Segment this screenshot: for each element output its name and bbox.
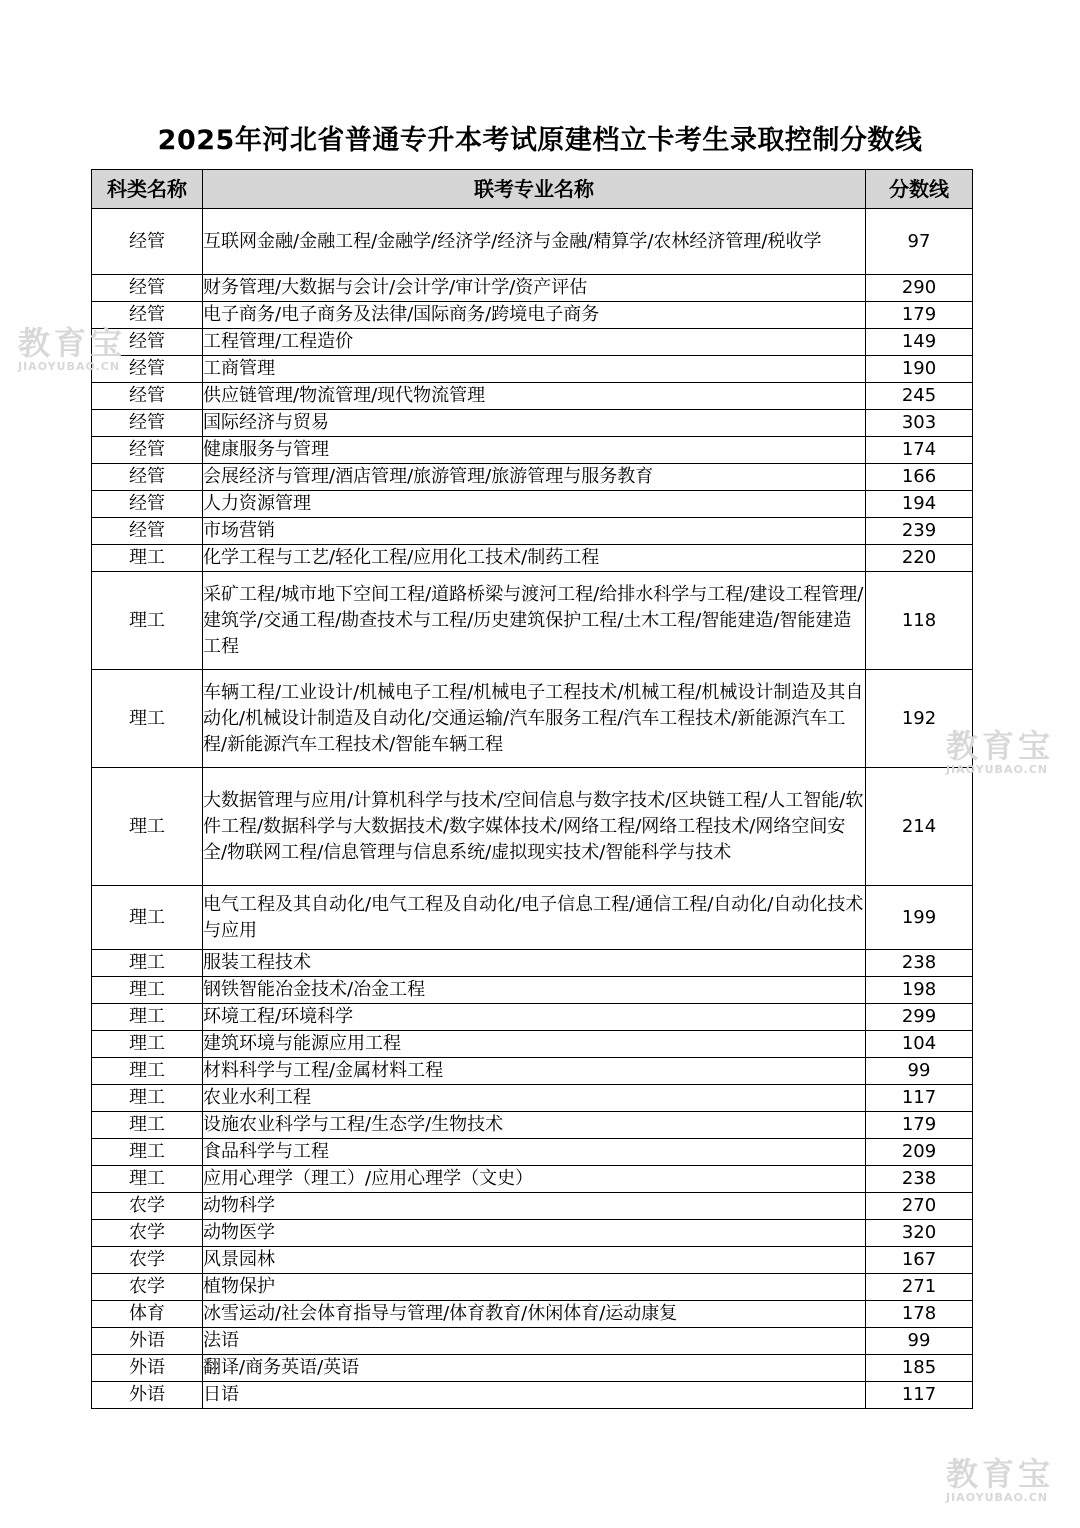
- score-cell: 97: [866, 209, 973, 275]
- majors-cell: 会展经济与管理/酒店管理/旅游管理/旅游管理与服务教育: [203, 464, 866, 491]
- majors-cell: 钢铁智能冶金技术/冶金工程: [203, 977, 866, 1004]
- table-row: [92, 383, 973, 410]
- category-cell: 经管: [92, 356, 203, 383]
- majors-cell: 电子商务/电子商务及法律/国际商务/跨境电子商务: [203, 302, 866, 329]
- table-row: [92, 464, 973, 491]
- table-row: [92, 329, 973, 356]
- score-cell: 149: [866, 329, 973, 356]
- watermark-right: [946, 727, 1055, 776]
- table-row: [92, 1382, 973, 1409]
- majors-cell: 日语: [203, 1382, 866, 1409]
- category-cell: 理工: [92, 950, 203, 977]
- category-cell: 经管: [92, 329, 203, 356]
- table-row: [92, 356, 973, 383]
- score-cell: 290: [866, 275, 973, 302]
- majors-cell: 环境工程/环境科学: [203, 1004, 866, 1031]
- category-cell: 经管: [92, 410, 203, 437]
- watermark-left: [18, 324, 127, 373]
- table-row: [92, 950, 973, 977]
- score-cell: 117: [866, 1085, 973, 1112]
- score-cell: 209: [866, 1139, 973, 1166]
- table-row: [92, 410, 973, 437]
- majors-cell: 动物医学: [203, 1220, 866, 1247]
- watermark-text: 教育宝: [946, 1455, 1055, 1493]
- majors-cell: 设施农业科学与工程/生态学/生物技术: [203, 1112, 866, 1139]
- majors-cell: 国际经济与贸易: [203, 410, 866, 437]
- table-row: [92, 1355, 973, 1382]
- score-cell: 245: [866, 383, 973, 410]
- majors-cell: 法语: [203, 1328, 866, 1355]
- majors-cell: 人力资源管理: [203, 491, 866, 518]
- majors-cell: 动物科学: [203, 1193, 866, 1220]
- category-cell: 理工: [92, 1139, 203, 1166]
- category-cell: 理工: [92, 768, 203, 886]
- score-cell: 320: [866, 1220, 973, 1247]
- score-cell: 99: [866, 1328, 973, 1355]
- table-row: [92, 1247, 973, 1274]
- category-cell: 外语: [92, 1382, 203, 1409]
- category-cell: 农学: [92, 1220, 203, 1247]
- majors-cell: 化学工程与工艺/轻化工程/应用化工技术/制药工程: [203, 545, 866, 572]
- table-row: [92, 670, 973, 768]
- category-cell: 外语: [92, 1328, 203, 1355]
- score-cell: 167: [866, 1247, 973, 1274]
- score-cell: 192: [866, 670, 973, 768]
- majors-cell: 建筑环境与能源应用工程: [203, 1031, 866, 1058]
- header-score: 分数线: [866, 170, 973, 209]
- category-cell: 经管: [92, 491, 203, 518]
- score-cell: 199: [866, 886, 973, 950]
- score-cell: 238: [866, 1166, 973, 1193]
- majors-cell: 风景园林: [203, 1247, 866, 1274]
- score-cell: 239: [866, 518, 973, 545]
- header-category: 科类名称: [92, 170, 203, 209]
- category-cell: 农学: [92, 1274, 203, 1301]
- score-cell: 179: [866, 1112, 973, 1139]
- category-cell: 经管: [92, 383, 203, 410]
- category-cell: 经管: [92, 275, 203, 302]
- table-row: [92, 768, 973, 886]
- majors-cell: 冰雪运动/社会体育指导与管理/体育教育/休闲体育/运动康复: [203, 1301, 866, 1328]
- table-row: [92, 1301, 973, 1328]
- category-cell: 理工: [92, 572, 203, 670]
- majors-cell: 电气工程及其自动化/电气工程及自动化/电子信息工程/通信工程/自动化/自动化技术与应用: [203, 886, 866, 950]
- table-row: [92, 1139, 973, 1166]
- category-cell: 经管: [92, 464, 203, 491]
- category-cell: 理工: [92, 1058, 203, 1085]
- category-cell: 理工: [92, 886, 203, 950]
- category-cell: 理工: [92, 670, 203, 768]
- majors-cell: 工程管理/工程造价: [203, 329, 866, 356]
- table-row: [92, 977, 973, 1004]
- watermark-text: 教育宝: [946, 727, 1055, 765]
- table-row: [92, 275, 973, 302]
- majors-cell: 互联网金融/金融工程/金融学/经济学/经济与金融/精算学/农林经济管理/税收学: [203, 209, 866, 275]
- table-row: [92, 1328, 973, 1355]
- table-row: [92, 886, 973, 950]
- score-table: [91, 169, 973, 1409]
- majors-cell: 应用心理学（理工）/应用心理学（文史）: [203, 1166, 866, 1193]
- category-cell: 理工: [92, 1112, 203, 1139]
- score-cell: 174: [866, 437, 973, 464]
- table-row: [92, 1166, 973, 1193]
- majors-cell: 车辆工程/工业设计/机械电子工程/机械电子工程技术/机械工程/机械设计制造及其自动化/机械设计制造及自动化/交通运输/汽车服务工程/汽车工程技术/新能源汽车工程/新能源汽车工程技术/智能车辆工程: [203, 670, 866, 768]
- score-cell: 99: [866, 1058, 973, 1085]
- category-cell: 经管: [92, 209, 203, 275]
- table-row: [92, 302, 973, 329]
- score-cell: 198: [866, 977, 973, 1004]
- score-cell: 299: [866, 1004, 973, 1031]
- score-cell: 303: [866, 410, 973, 437]
- majors-cell: 健康服务与管理: [203, 437, 866, 464]
- score-cell: 270: [866, 1193, 973, 1220]
- table-row: [92, 518, 973, 545]
- score-cell: 220: [866, 545, 973, 572]
- score-cell: 179: [866, 302, 973, 329]
- table-row: [92, 1112, 973, 1139]
- score-cell: 117: [866, 1382, 973, 1409]
- category-cell: 理工: [92, 1031, 203, 1058]
- category-cell: 体育: [92, 1301, 203, 1328]
- score-cell: 104: [866, 1031, 973, 1058]
- majors-cell: 工商管理: [203, 356, 866, 383]
- score-cell: 185: [866, 1355, 973, 1382]
- table-row: [92, 1193, 973, 1220]
- majors-cell: 服装工程技术: [203, 950, 866, 977]
- table-row: [92, 209, 973, 275]
- score-cell: 194: [866, 491, 973, 518]
- table-row: [92, 545, 973, 572]
- category-cell: 理工: [92, 977, 203, 1004]
- table-row: [92, 572, 973, 670]
- majors-cell: 大数据管理与应用/计算机科学与技术/空间信息与数字技术/区块链工程/人工智能/软件工程/数据科学与大数据技术/数字媒体技术/网络工程/网络工程技术/网络空间安全/物联网工程/信息管理与信息系统/虚拟现实技术/智能科学与技术: [203, 768, 866, 886]
- watermark-text: 教育宝: [18, 324, 127, 362]
- majors-cell: 采矿工程/城市地下空间工程/道路桥梁与渡河工程/给排水科学与工程/建设工程管理/建筑学/交通工程/勘查技术与工程/历史建筑保护工程/土木工程/智能建造/智能建造工程: [203, 572, 866, 670]
- category-cell: 农学: [92, 1247, 203, 1274]
- watermark-domain: JIAOYUBAO.CN: [946, 763, 1049, 776]
- header-majors: 联考专业名称: [203, 170, 866, 209]
- category-cell: 经管: [92, 302, 203, 329]
- table-row: [92, 491, 973, 518]
- table-row: [92, 1274, 973, 1301]
- table-row: [92, 1220, 973, 1247]
- table-row: [92, 437, 973, 464]
- score-cell: 190: [866, 356, 973, 383]
- score-cell: 214: [866, 768, 973, 886]
- score-cell: 166: [866, 464, 973, 491]
- score-cell: 271: [866, 1274, 973, 1301]
- table-row: [92, 1058, 973, 1085]
- table-header-row: [92, 170, 973, 209]
- score-cell: 118: [866, 572, 973, 670]
- majors-cell: 农业水利工程: [203, 1085, 866, 1112]
- score-cell: 238: [866, 950, 973, 977]
- majors-cell: 翻译/商务英语/英语: [203, 1355, 866, 1382]
- category-cell: 理工: [92, 1166, 203, 1193]
- majors-cell: 植物保护: [203, 1274, 866, 1301]
- watermark-bottom: [946, 1455, 1055, 1504]
- majors-cell: 材料科学与工程/金属材料工程: [203, 1058, 866, 1085]
- category-cell: 理工: [92, 1085, 203, 1112]
- page-title: 2025年河北省普通专升本考试原建档立卡考生录取控制分数线: [157, 125, 923, 156]
- category-cell: 农学: [92, 1193, 203, 1220]
- table-row: [92, 1085, 973, 1112]
- majors-cell: 财务管理/大数据与会计/会计学/审计学/资产评估: [203, 275, 866, 302]
- category-cell: 经管: [92, 518, 203, 545]
- category-cell: 外语: [92, 1355, 203, 1382]
- category-cell: 经管: [92, 437, 203, 464]
- majors-cell: 供应链管理/物流管理/现代物流管理: [203, 383, 866, 410]
- majors-cell: 食品科学与工程: [203, 1139, 866, 1166]
- category-cell: 理工: [92, 1004, 203, 1031]
- table-row: [92, 1031, 973, 1058]
- category-cell: 理工: [92, 545, 203, 572]
- table-row: [92, 1004, 973, 1031]
- watermark-domain: JIAOYUBAO.CN: [18, 360, 121, 373]
- majors-cell: 市场营销: [203, 518, 866, 545]
- watermark-domain: JIAOYUBAO.CN: [946, 1491, 1049, 1504]
- score-cell: 178: [866, 1301, 973, 1328]
